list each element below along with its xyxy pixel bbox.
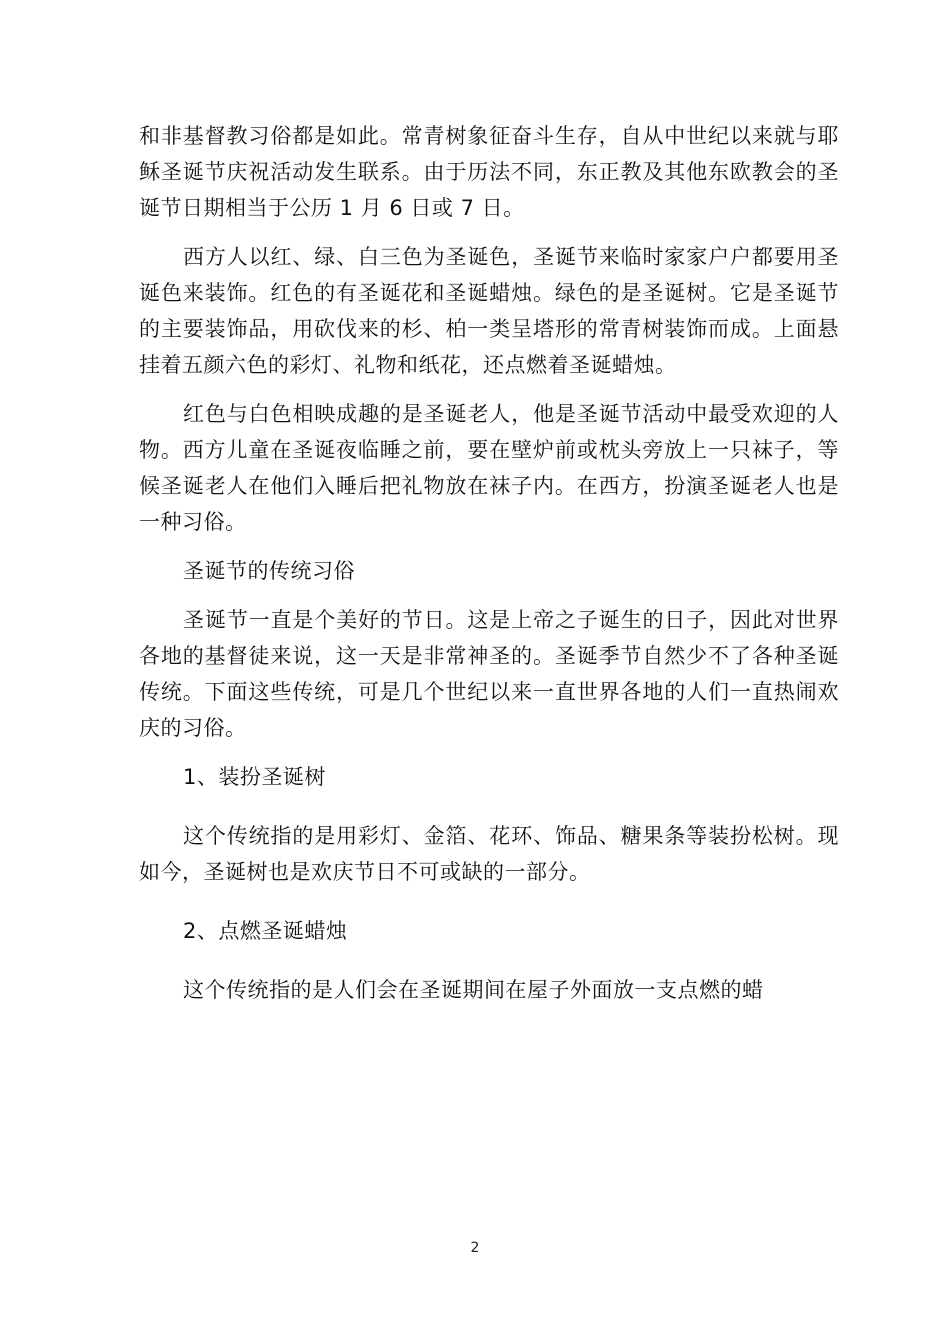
paragraph-santa-claus: 红色与白色相映成趣的是圣诞老人，他是圣诞节活动中最受欢迎的人物。西方儿童在圣诞夜临睡之前，要在壁炉前或枕头旁放上一只袜子，等候圣诞老人在他们入睡后把礼物放在袜子内。在西方，扮演圣诞老人也是一种习俗。: [139, 402, 839, 534]
item-text-candle: 这个传统指的是人们会在圣诞期间在屋子外面放一支点燃的蜡: [183, 978, 764, 1002]
item-title-tree: 1、装扮圣诞树: [183, 765, 326, 789]
item-text-tree: 这个传统指的是用彩灯、金箔、花环、饰品、糖果条等装扮松树。现如今，圣诞树也是欢庆节日不可或缺的一部分。: [139, 824, 839, 884]
section-intro: 圣诞节一直是个美好的节日。这是上帝之子诞生的日子，因此对世界各地的基督徒来说，这一天是非常神圣的。圣诞季节自然少不了各种圣诞传统。下面这些传统，可是几个世纪以来一直世界各地的人们一直热闹欢庆的习俗。: [139, 608, 839, 740]
section-heading: 圣诞节的传统习俗: [183, 559, 355, 583]
item-title-candle: 2、点燃圣诞蜡烛: [183, 919, 348, 943]
paragraph-continued: 和非基督教习俗都是如此。常青树象征奋斗生存，自从中世纪以来就与耶稣圣诞节庆祝活动发生联系。由于历法不同，东正教及其他东欧教会的圣诞节日期相当于公历 1 月 6 日或 7 日。: [139, 124, 839, 220]
page-number: 2: [470, 1240, 480, 1256]
document-body: [139, 118, 839, 1031]
paragraph-christmas-colors: 西方人以红、绿、白三色为圣诞色，圣诞节来临时家家户户都要用圣诞色来装饰。红色的有圣诞花和圣诞蜡烛。绿色的是圣诞树。它是圣诞节的主要装饰品，用砍伐来的杉、柏一类呈塔形的常青树装饰而成。上面悬挂着五颜六色的彩灯、礼物和纸花，还点燃着圣诞蜡烛。: [139, 245, 839, 377]
